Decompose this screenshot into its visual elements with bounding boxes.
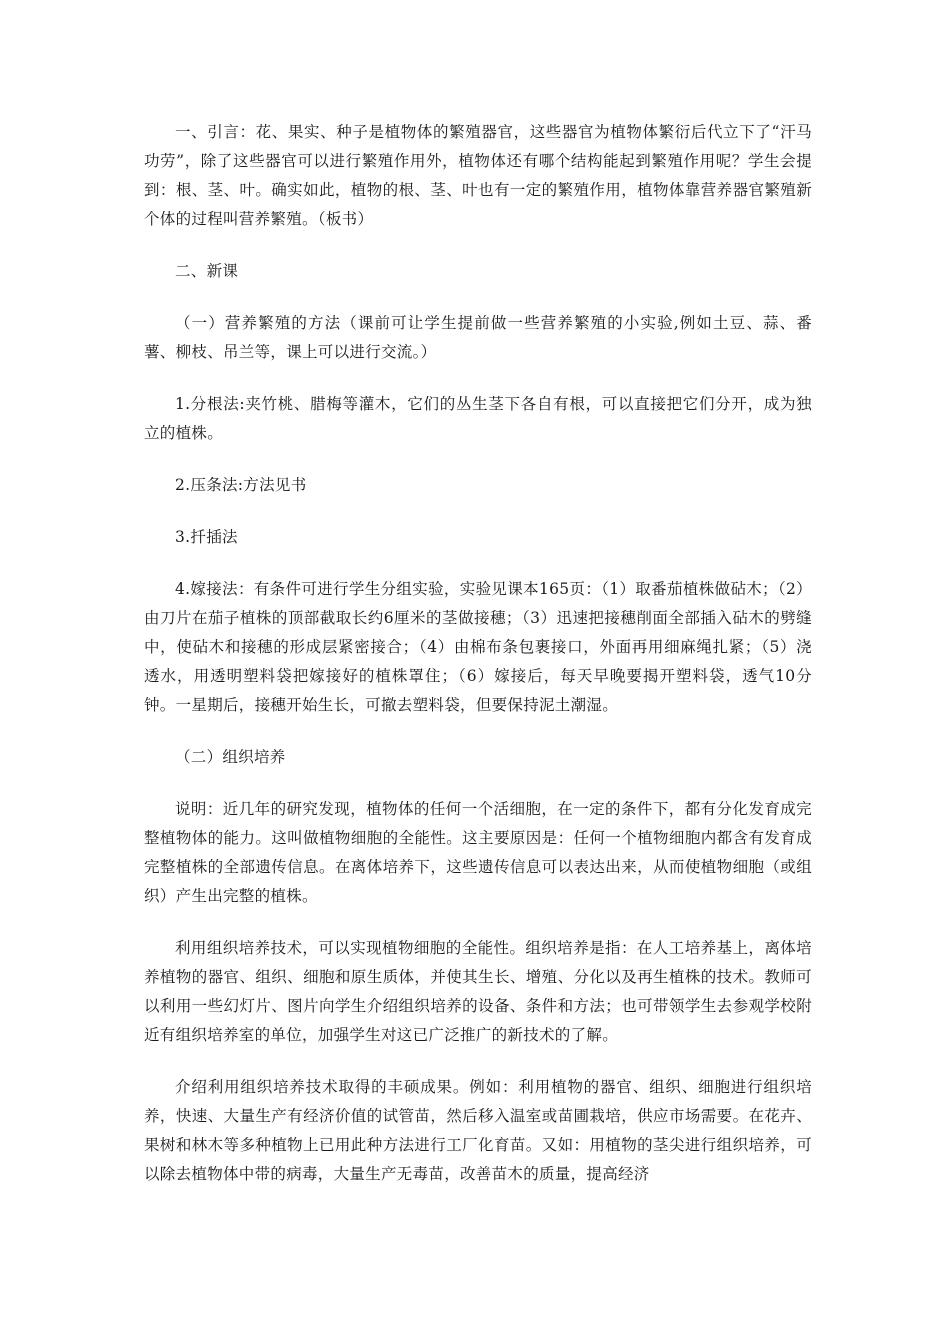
paragraph-achievements: 介绍利用组织培养技术取得的丰硕成果。例如：利用植物的器官、组织、细胞进行组织培养，快速、大量生产有经济价值的试管苗，然后移入温室或苗圃栽培，供应市场需要。在花卉、果树和林木等多种植物上已用此种方法进行工厂化育苗。又如：用植物的茎尖进行组织培养，可以除去植物体中带的病毒，大量生产无毒苗，改善苗木的质量，提高经济 xyxy=(144,1078,812,1183)
paragraph-layering-method: 2.压条法:方法见书 xyxy=(175,476,307,494)
paragraph-introduction: 一、引言：花、果实、种子是植物体的繁殖器官，这些器官为植物体繁衍后代立下了“汗马功劳”，除了这些器官可以进行繁殖作用外，植物体还有哪个结构能起到繁殖作用呢？学生会提到：根、茎、叶。确实如此，植物的根、茎、叶也有一定的繁殖作用，植物体靠营养器官繁殖新个体的过程叫营养繁殖。（板书） xyxy=(144,123,812,228)
paragraph-cutting-method: 3.扦插法 xyxy=(175,528,238,546)
paragraph-division-method: 1.分根法:夹竹桃、腊梅等灌木，它们的丛生茎下各自有根，可以直接把它们分开，成为独立的植株。 xyxy=(144,395,812,442)
paragraph-explanation: 说明：近几年的研究发现，植物体的任何一个活细胞，在一定的条件下，都有分化发育成完整植物体的能力。这叫做植物细胞的全能性。这主要原因是：任何一个植物细胞内都含有发育成完整植株的全部遗传信息。在离体培养下，这些遗传信息可以表达出来，从而使植物细胞（或组织）产生出完整的植株。 xyxy=(144,800,812,905)
paragraph-vegetative-methods: （一）营养繁殖的方法（课前可让学生提前做一些营养繁殖的小实验,例如土豆、蒜、番薯、柳枝、吊兰等，课上可以进行交流。） xyxy=(144,314,812,361)
heading-tissue-culture: （二）组织培养 xyxy=(175,748,286,766)
document-body xyxy=(144,118,812,1212)
heading-new-lesson: 二、新课 xyxy=(175,262,239,280)
paragraph-tissue-culture-definition: 利用组织培养技术，可以实现植物细胞的全能性。组织培养是指：在人工培养基上，离体培养植物的器官、组织、细胞和原生质体，并使其生长、增殖、分化以及再生植株的技术。教师可以利用一些幻灯片、图片向学生介绍组织培养的设备、条件和方法；也可带领学生去参观学校附近有组织培养室的单位，加强学生对这已广泛推广的新技术的了解。 xyxy=(144,939,812,1044)
paragraph-grafting-method: 4.嫁接法：有条件可进行学生分组实验，实验见课本165页：（1）取番茄植株做砧木；（2）由刀片在茄子植株的顶部截取长约6厘米的茎做接穗；（3）迅速把接穗削面全部插入砧木的劈缝中，使砧木和接穗的形成层紧密接合；（4）由棉布条包裹接口，外面再用细麻绳扎紧；（5）浇透水，用透明塑料袋把嫁接好的植株罩住；（6）嫁接后，每天早晚要揭开塑料袋，透气10分钟。一星期后，接穗开始生长，可撤去塑料袋，但要保持泥土潮湿。 xyxy=(144,580,812,714)
